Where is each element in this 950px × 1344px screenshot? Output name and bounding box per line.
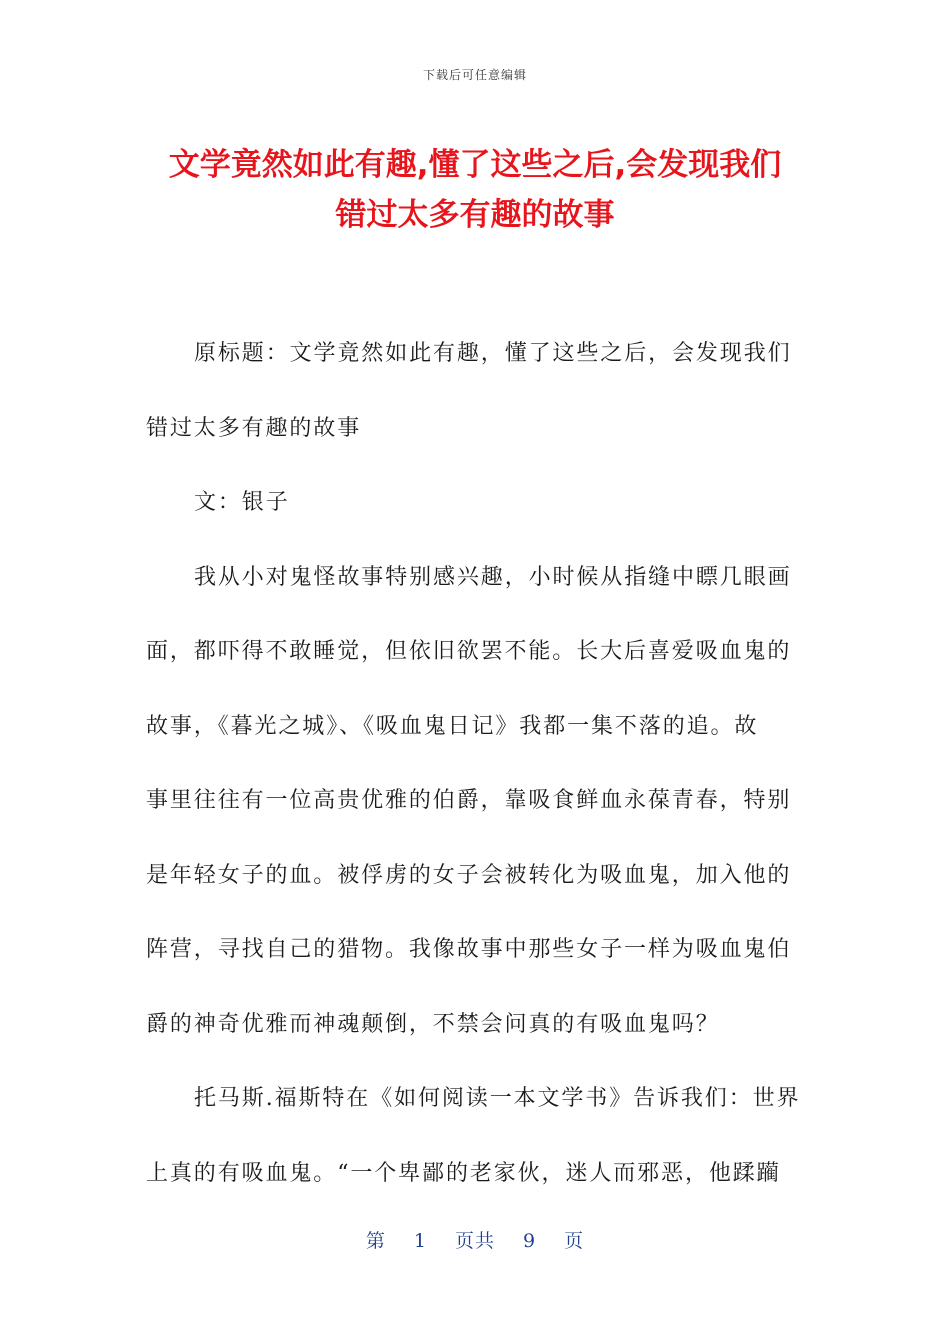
- text-line: 文：银子: [194, 490, 290, 515]
- title-line-2: 错过太多有趣的故事: [335, 197, 615, 233]
- header-note: 下载后可任意编辑: [422, 68, 527, 82]
- text-line: 故事，《暮光之城》、《吸血鬼日记》我都一集不落的追。故: [146, 713, 759, 739]
- paragraph-body: [146, 1062, 806, 1211]
- article-body: [146, 317, 806, 1211]
- text-line: 是年轻女子的血。被俘虏的女子会被转化为吸血鬼，加入他的: [146, 862, 792, 888]
- footer-prefix: 第: [365, 1230, 386, 1252]
- text-line: 面，都吓得不敢睡觉，但依旧欲罢不能。长大后喜爱吸血鬼的: [146, 639, 792, 664]
- text-line: 事里往往有一位高贵优雅的伯爵，靠吸食鲜血永葆青春，特别: [146, 788, 792, 813]
- text-line: 错过太多有趣的故事: [146, 415, 362, 441]
- title-line-1: 文学竟然如此有趣,懂了这些之后,会发现我们: [168, 147, 782, 183]
- footer-suffix: 页: [564, 1230, 585, 1252]
- text-line: 托马斯.福斯特在《如何阅读一本文学书》告诉我们：世界: [194, 1086, 801, 1111]
- text-line: 上真的有吸血鬼。“一个卑鄙的老家伙，迷人而邪恶，他蹂躏: [146, 1160, 781, 1186]
- page-footer: [0, 1226, 950, 1253]
- paragraph-author: [146, 466, 806, 541]
- paragraph-original-title: [146, 317, 806, 466]
- footer-middle: 页共: [454, 1230, 495, 1252]
- text-line: 爵的神奇优雅而神魂颠倒，不禁会问真的有吸血鬼吗？: [146, 1011, 720, 1037]
- total-pages: 9: [523, 1230, 537, 1252]
- text-line: 阵营，寻找自己的猎物。我像故事中那些女子一样为吸血鬼伯: [146, 937, 792, 962]
- text-line: 我从小对鬼怪故事特别感兴趣，小时候从指缝中瞟几眼画: [194, 564, 792, 590]
- document-title: [60, 140, 890, 240]
- current-page-number: 1: [413, 1230, 427, 1252]
- paragraph-body: [146, 541, 806, 1063]
- text-line: 原标题：文学竟然如此有趣，懂了这些之后，会发现我们: [194, 341, 792, 366]
